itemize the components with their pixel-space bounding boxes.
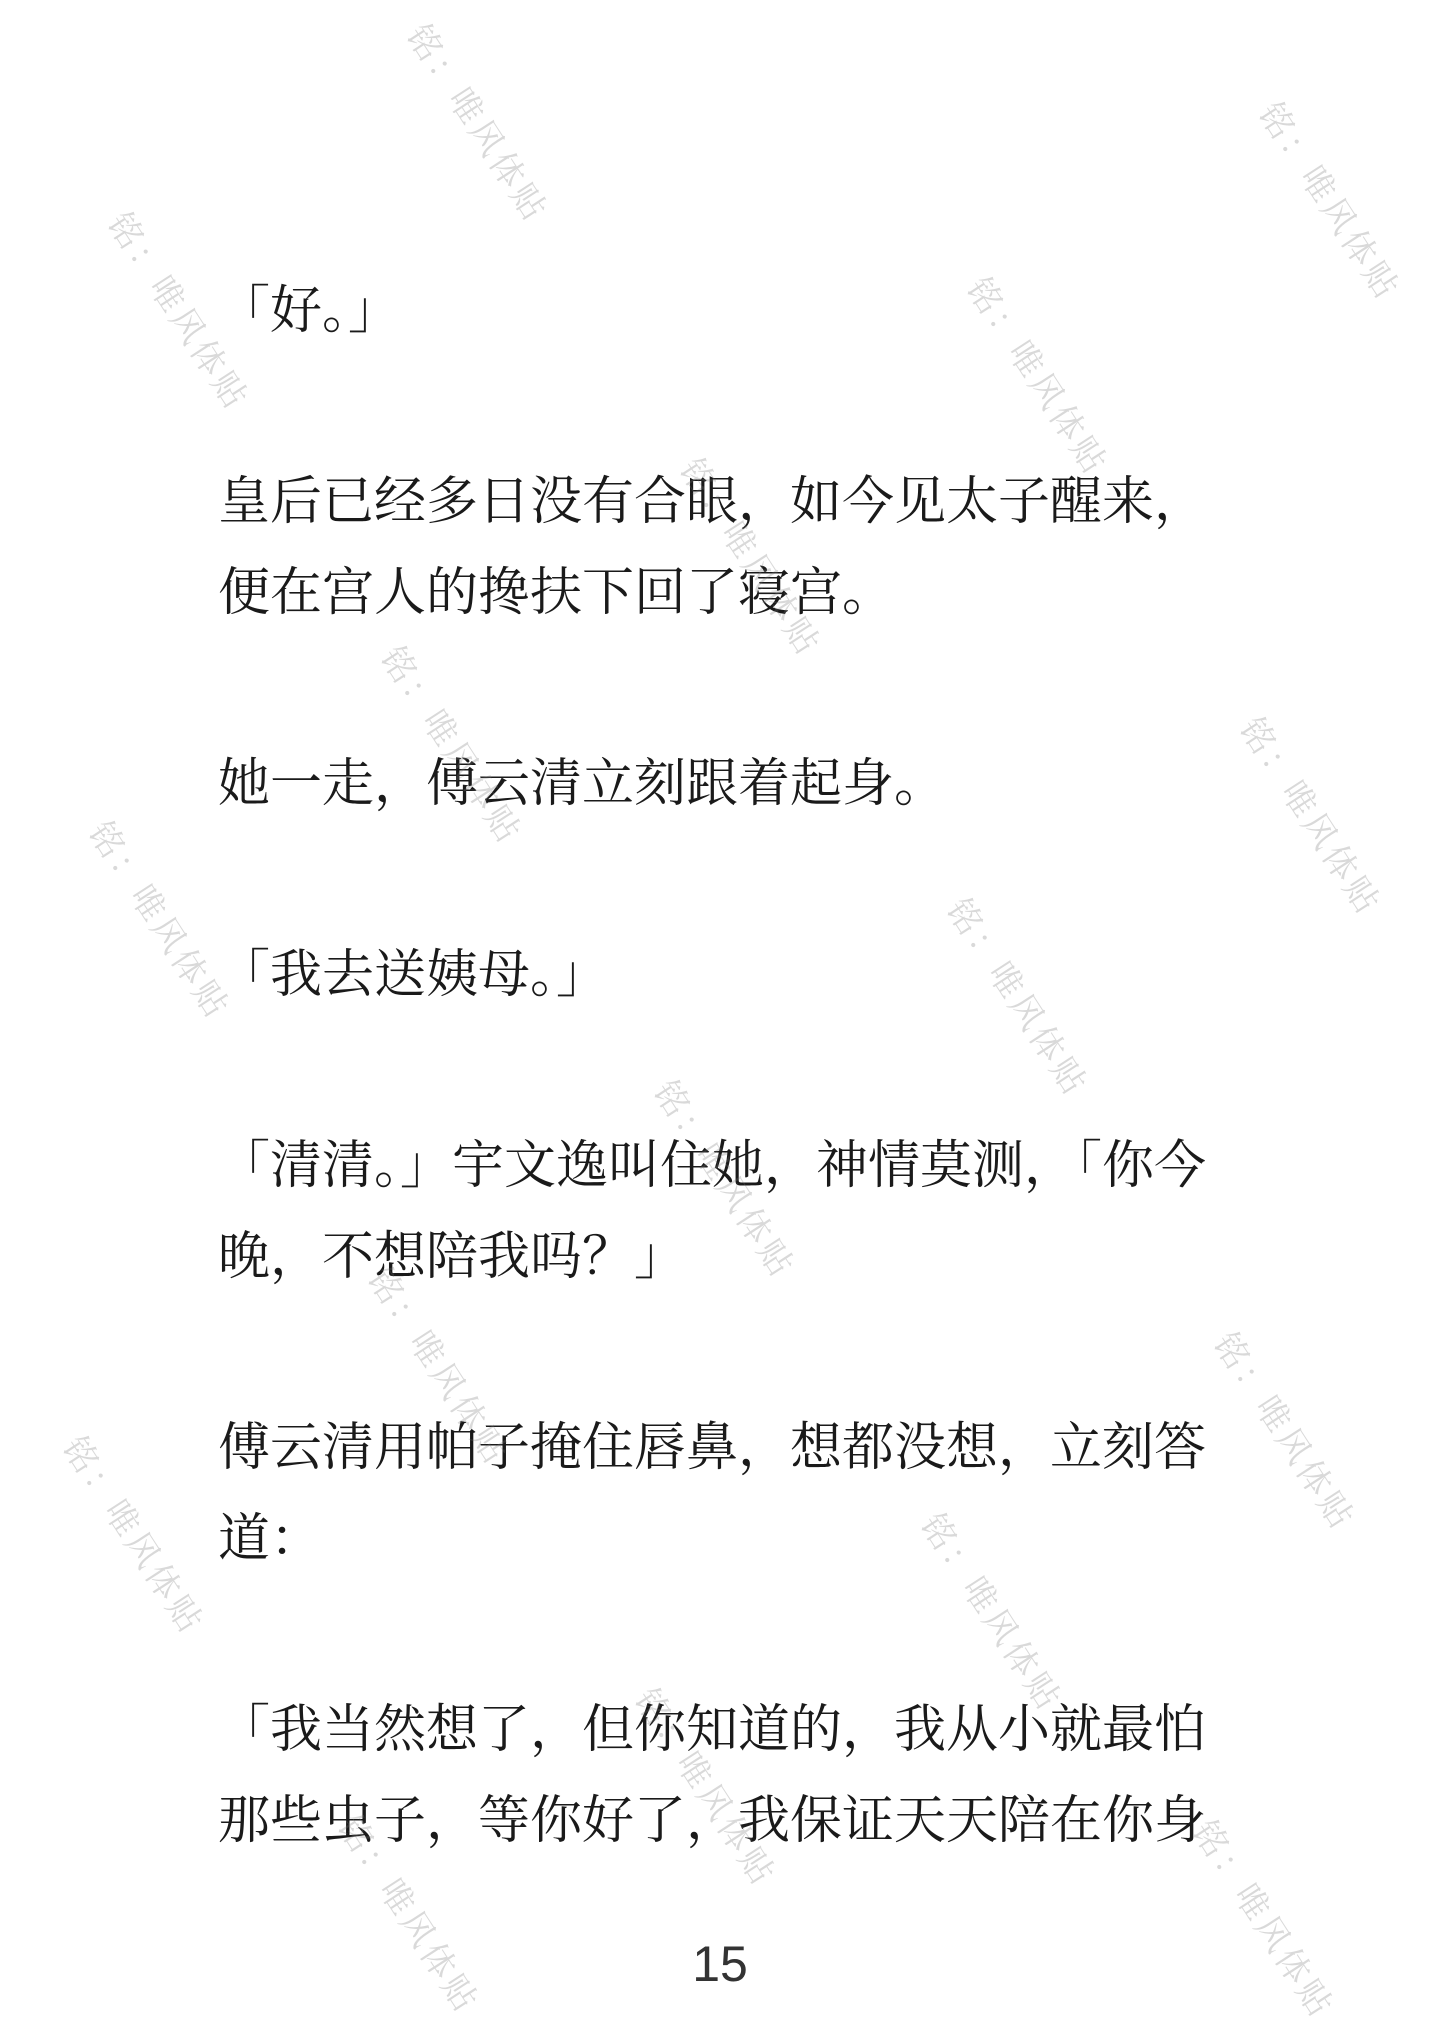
watermark: 铭：唯风体贴 xyxy=(937,891,1096,1105)
text-line: 「好。」 xyxy=(218,281,401,341)
text-line: 那些虫子，等你好了，我保证天天陪在你身 xyxy=(218,1791,1207,1851)
watermark: 铭：唯风体贴 xyxy=(670,451,829,665)
page-number: 15 xyxy=(692,1936,748,1992)
watermark: 铭：唯风体贴 xyxy=(957,270,1116,484)
watermark: 铭：唯风体贴 xyxy=(358,1260,517,1474)
paragraph xyxy=(218,1685,1318,1867)
paragraph xyxy=(218,739,1318,830)
paragraph xyxy=(218,266,1318,357)
paragraph xyxy=(218,1403,1318,1585)
watermark: 铭：唯风体贴 xyxy=(1204,1325,1363,1539)
text-line: 晚，不想陪我吗？」 xyxy=(218,1227,687,1287)
text-line: 便在宫人的搀扶下回了寝宫。 xyxy=(218,563,895,623)
text-line: 皇后已经多日没有合眼，如今见太子醒来， xyxy=(218,472,1207,532)
page-content xyxy=(218,266,1318,1967)
watermark: 铭：唯风体贴 xyxy=(371,639,530,853)
watermark: 铭：唯风体贴 xyxy=(1230,710,1389,924)
watermark: 铭：唯风体贴 xyxy=(397,17,556,231)
watermark: 铭：唯风体贴 xyxy=(1183,1813,1342,2027)
watermark: 铭：唯风体贴 xyxy=(625,1681,784,1895)
text-line: 傅云清用帕子掩住唇鼻，想都没想，立刻答 xyxy=(218,1418,1207,1478)
watermark: 铭：唯风体贴 xyxy=(53,1429,212,1643)
watermark: 铭：唯风体贴 xyxy=(1249,95,1408,309)
text-line: 「我当然想了，但你知道的，我从小就最怕 xyxy=(218,1700,1207,1760)
paragraph xyxy=(218,1121,1318,1303)
watermark: 铭：唯风体贴 xyxy=(328,1808,487,2022)
watermark: 铭：唯风体贴 xyxy=(98,205,257,419)
text-line: 道： xyxy=(218,1509,323,1569)
text-line: 「清清。」宇文逸叫住她，神情莫测，「你今 xyxy=(218,1136,1207,1196)
text-line: 「我去送姨母。」 xyxy=(218,945,609,1005)
watermark: 铭：唯风体贴 xyxy=(79,814,238,1028)
paragraph xyxy=(218,930,1318,1021)
paragraph xyxy=(218,457,1318,639)
watermark: 铭：唯风体贴 xyxy=(911,1506,1070,1720)
text-line: 她一走，傅云清立刻跟着起身。 xyxy=(218,754,947,814)
watermark: 铭：唯风体贴 xyxy=(644,1073,803,1287)
